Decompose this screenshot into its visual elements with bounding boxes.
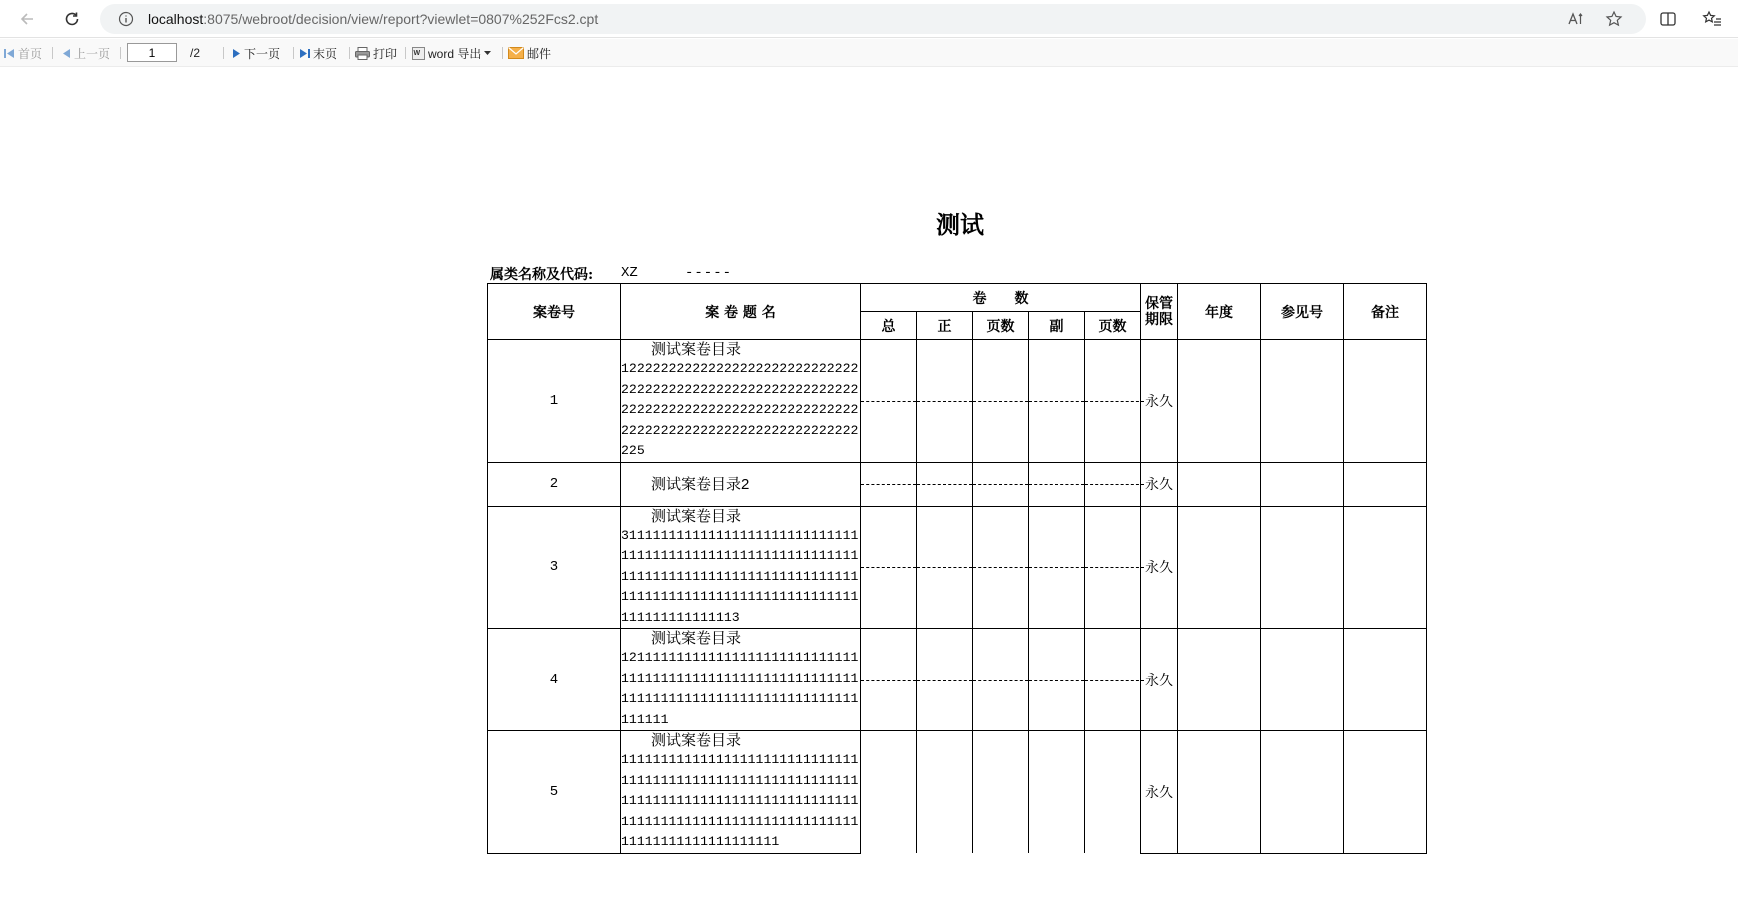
- header-file-no: 案卷号: [488, 284, 621, 340]
- svg-text:W: W: [413, 49, 421, 57]
- email-button[interactable]: 邮件: [508, 45, 551, 61]
- row-remark: [1344, 506, 1427, 629]
- table-row: [488, 731, 1427, 854]
- row-vol-total: [861, 731, 917, 854]
- printer-icon: [355, 47, 370, 60]
- refresh-icon: [63, 10, 81, 28]
- row-title: 测试案卷目录 311111111111111111111111111111111111111111111111111111111111111111111111111111111111111111111111111111111111111111111111111111111111113: [621, 506, 861, 629]
- read-aloud-button[interactable]: [1564, 7, 1588, 31]
- row-vol-total: [861, 462, 917, 506]
- row-ref: [1261, 506, 1344, 629]
- row-title: 测试案卷目录2: [621, 462, 861, 506]
- mail-icon: [508, 47, 524, 59]
- row-vol-main: [917, 629, 973, 731]
- arrow-left-icon: [18, 10, 36, 28]
- toolbar-separator: [349, 47, 350, 59]
- header-retention: 保管 期限: [1141, 284, 1178, 340]
- split-screen-icon: [1659, 10, 1677, 28]
- header-year: 年度: [1178, 284, 1261, 340]
- first-page-icon: [4, 48, 15, 59]
- info-icon: [118, 11, 134, 27]
- next-page-icon: [232, 48, 241, 59]
- row-year: [1178, 731, 1261, 854]
- row-year: [1178, 506, 1261, 629]
- header-remark: 备注: [1344, 284, 1427, 340]
- address-bar[interactable]: [100, 4, 1646, 34]
- report-toolbar: [0, 39, 1738, 67]
- favorites-list-icon: [1702, 10, 1722, 28]
- row-vol-copy-pages: [1085, 340, 1141, 463]
- category-code: XZ: [621, 265, 638, 281]
- row-retention: 永久: [1141, 731, 1178, 854]
- row-file-no: 1: [488, 340, 621, 463]
- header-volumes: 卷 数: [861, 284, 1141, 312]
- caret-down-icon: [484, 51, 491, 56]
- row-retention: 永久: [1141, 506, 1178, 629]
- header-ref: 参见号: [1261, 284, 1344, 340]
- table-row: [488, 629, 1427, 731]
- print-button[interactable]: 打印: [355, 45, 397, 61]
- read-aloud-icon: [1567, 10, 1585, 28]
- row-vol-main-pages: [973, 506, 1029, 629]
- row-year: [1178, 340, 1261, 463]
- row-vol-copy: [1029, 506, 1085, 629]
- browser-toolbar: [0, 0, 1738, 38]
- row-year: [1178, 462, 1261, 506]
- row-vol-total: [861, 340, 917, 463]
- next-page-button[interactable]: 下一页: [232, 45, 280, 61]
- row-vol-main-pages: [973, 340, 1029, 463]
- prev-page-button[interactable]: 上一页: [62, 45, 110, 61]
- row-vol-main: [917, 506, 973, 629]
- row-file-no: 3: [488, 506, 621, 629]
- report-title: 测试: [936, 210, 984, 239]
- catalog-table: [487, 283, 1427, 854]
- category-dash: -----: [685, 265, 733, 281]
- row-vol-main-pages: [973, 629, 1029, 731]
- first-page-button[interactable]: 首页: [4, 45, 42, 61]
- row-title: 测试案卷目录 122222222222222222222222222222222222222222222222222222222222222222222222222222222222222222222222222222222222222222222222225: [621, 340, 861, 463]
- row-remark: [1344, 340, 1427, 463]
- favorite-button[interactable]: [1602, 7, 1626, 31]
- toolbar-separator: [52, 47, 53, 59]
- row-vol-total: [861, 506, 917, 629]
- row-ref: [1261, 629, 1344, 731]
- row-vol-copy: [1029, 462, 1085, 506]
- split-screen-button[interactable]: [1656, 7, 1680, 31]
- row-vol-copy-pages: [1085, 629, 1141, 731]
- row-file-no: 2: [488, 462, 621, 506]
- header-main: 正: [917, 312, 973, 340]
- url-text: localhost:8075/webroot/decision/view/report?viewlet=0807%252Fcs2.cpt: [148, 11, 599, 27]
- table-row: [488, 340, 1427, 463]
- toolbar-separator: [502, 47, 503, 59]
- last-page-button[interactable]: 末页: [299, 45, 337, 61]
- row-ref: [1261, 731, 1344, 854]
- row-vol-copy-pages: [1085, 462, 1141, 506]
- toolbar-separator: [223, 47, 224, 59]
- reload-button[interactable]: [60, 7, 84, 31]
- row-retention: 永久: [1141, 629, 1178, 731]
- header-row: [488, 284, 1427, 312]
- row-vol-main: [917, 731, 973, 854]
- header-copy: 副: [1029, 312, 1085, 340]
- row-title: 测试案卷目录 11111111111111111111111111111111111111111111111111111111111111111111111111111111111111111111111111111111111111111111111111111111111111111111: [621, 731, 861, 854]
- row-vol-main-pages: [973, 731, 1029, 854]
- row-vol-main-pages: [973, 462, 1029, 506]
- header-main-pages: 页数: [973, 312, 1029, 340]
- row-remark: [1344, 629, 1427, 731]
- page-number-input[interactable]: [127, 43, 177, 62]
- toolbar-separator: [405, 47, 406, 59]
- row-vol-copy: [1029, 731, 1085, 854]
- star-icon: [1605, 10, 1623, 28]
- word-icon: [412, 47, 425, 60]
- word-export-button[interactable]: W word 导出: [412, 45, 491, 61]
- row-title: 测试案卷目录 121111111111111111111111111111111111111111111111111111111111111111111111111111111111111111111111: [621, 629, 861, 731]
- row-vol-copy: [1029, 340, 1085, 463]
- toolbar-separator: [120, 47, 121, 59]
- toolbar-separator: [293, 47, 294, 59]
- header-title: 案 卷 题 名: [621, 284, 861, 340]
- row-remark: [1344, 731, 1427, 854]
- favorites-list-button[interactable]: [1700, 7, 1724, 31]
- row-remark: [1344, 462, 1427, 506]
- row-vol-copy: [1029, 629, 1085, 731]
- row-year: [1178, 629, 1261, 731]
- row-retention: 永久: [1141, 462, 1178, 506]
- row-vol-copy-pages: [1085, 731, 1141, 854]
- row-file-no: 4: [488, 629, 621, 731]
- back-button[interactable]: [15, 7, 39, 31]
- row-vol-main: [917, 340, 973, 463]
- table-row: [488, 462, 1427, 506]
- header-copy-pages: 页数: [1085, 312, 1141, 340]
- prev-page-icon: [62, 48, 71, 59]
- table-row: [488, 506, 1427, 629]
- row-vol-copy-pages: [1085, 506, 1141, 629]
- last-page-icon: [299, 48, 310, 59]
- row-ref: [1261, 462, 1344, 506]
- category-label: 属类名称及代码:: [490, 267, 594, 283]
- row-vol-total: [861, 629, 917, 731]
- row-vol-main: [917, 462, 973, 506]
- header-total: 总: [861, 312, 917, 340]
- row-retention: 永久: [1141, 340, 1178, 463]
- page-total: /2: [190, 46, 201, 60]
- row-file-no: 5: [488, 731, 621, 854]
- row-ref: [1261, 340, 1344, 463]
